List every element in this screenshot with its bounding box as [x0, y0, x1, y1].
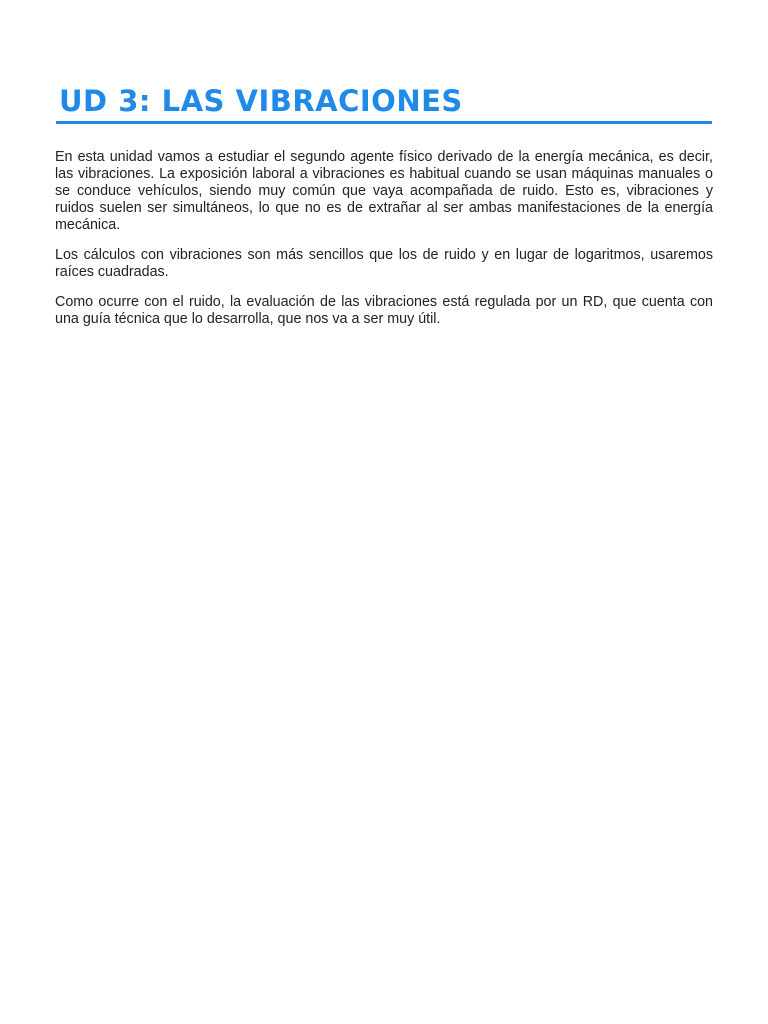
paragraph-intro: En esta unidad vamos a estudiar el segundo agente físico derivado de la energía mecánica, es decir, las vibraciones. La exposición laboral a vibraciones es habitual cuando se usan máquinas manuales o se conduce vehículos, siendo muy común que vaya acompañada de ruido. Esto es, vibraciones y ruidos suelen ser simultáneos, lo que no es de extrañar al ser ambas manifestaciones de la energía mecánica.	[55, 149, 713, 233]
body-text	[55, 149, 713, 341]
paragraph-regulation: Como ocurre con el ruido, la evaluación de las vibraciones está regulada por un RD, que cuenta con una guía técnica que lo desarrolla, que nos va a ser muy útil.	[55, 294, 713, 327]
page-title: UD 3: LAS VIBRACIONES	[59, 84, 463, 118]
paragraph-calculations: Los cálculos con vibraciones son más sencillos que los de ruido y en lugar de logaritmos, usaremos raíces cuadradas.	[55, 247, 713, 280]
title-underline	[56, 121, 712, 124]
